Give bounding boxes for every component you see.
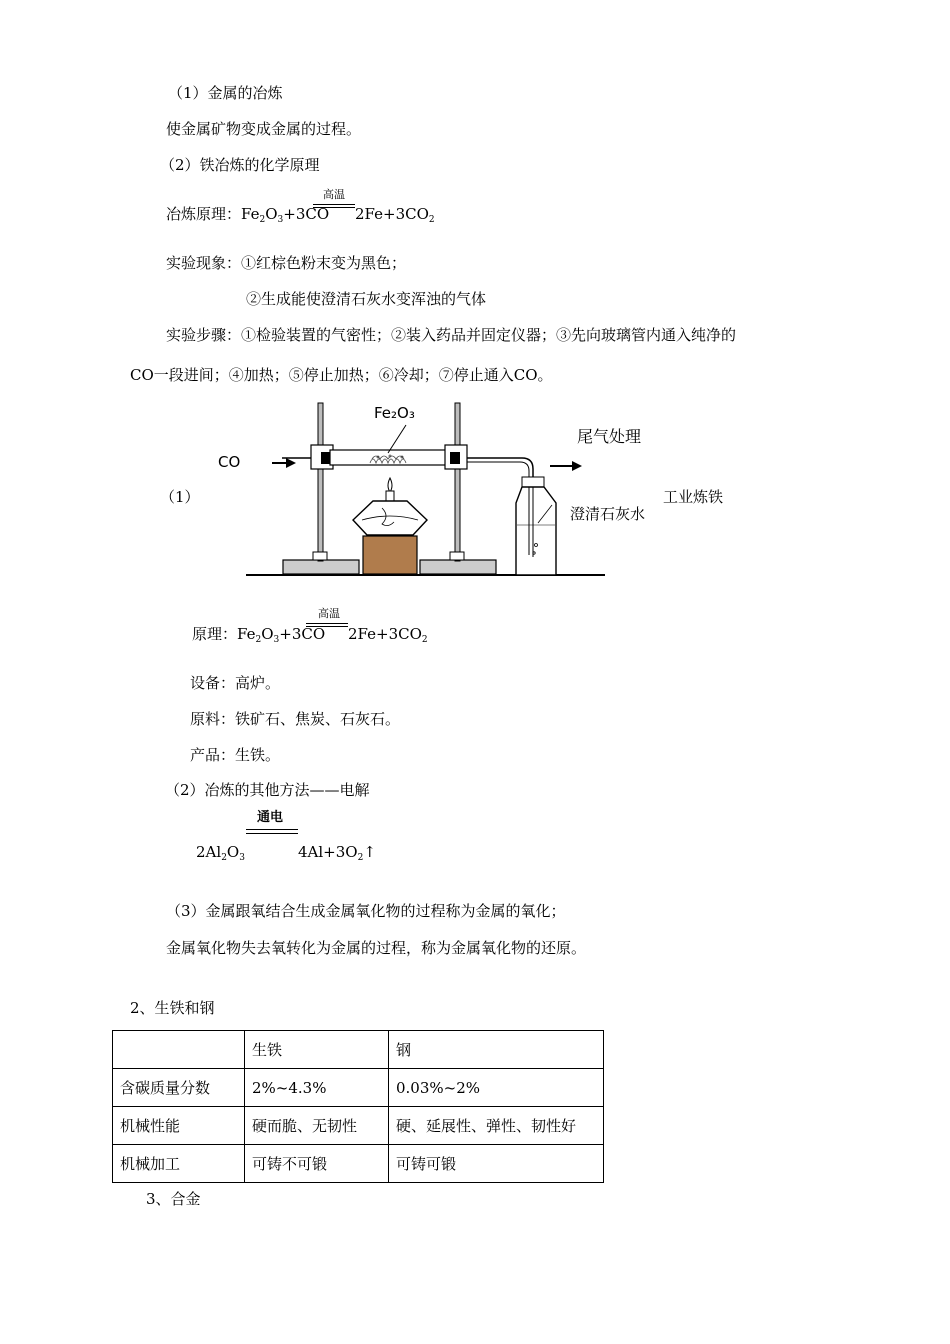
limewater-bottle	[516, 477, 556, 575]
table-cell: 可铸可锻	[389, 1145, 604, 1183]
right-stopper	[450, 452, 460, 464]
industrial-materials: 原料：铁矿石、焦炭、石灰石。	[190, 710, 401, 728]
steps-line2: CO一段进间；④加热；⑤停止加热；⑥冷却；⑦停止通入CO。	[130, 366, 553, 384]
label-limewater: 澄清石灰水	[570, 505, 646, 523]
reaction-condition: 高温	[323, 188, 345, 201]
principle-label: 冶炼原理：$Fe_2O_3+3CO$	[166, 205, 330, 225]
electrolysis-lhs: $2Al_2O_3$	[196, 843, 245, 863]
industrial-equation-rhs: $2Fe+3CO_2$	[348, 625, 428, 645]
table-cell: 0.03%~2%	[389, 1069, 604, 1107]
label-tail-gas: 尾气处理	[577, 427, 642, 446]
industrial-line-bottom	[306, 626, 348, 627]
co-reduction-apparatus-diagram	[200, 395, 620, 585]
phenomenon-line1: 实验现象：①红棕色粉末变为黑色；	[166, 254, 407, 272]
right-iron-stand	[420, 403, 496, 574]
table-cell: 硬、延展性、弹性、韧性好	[389, 1107, 604, 1145]
label-co: CO	[218, 453, 241, 471]
industrial-principle: 原理：$Fe_2O_3+3CO$	[192, 625, 326, 645]
industrial-equation-lhs: $Fe_2O_3+3CO$	[237, 625, 326, 645]
outlet-tube-inner	[467, 462, 529, 487]
table-header-cell: 生铁	[245, 1031, 389, 1069]
electrolysis-line-bottom	[246, 833, 298, 834]
table-cell: 硬而脆、无韧性	[245, 1107, 389, 1145]
phenomenon-line2: ②生成能使澄清石灰水变浑浊的气体	[246, 290, 487, 308]
electrolysis-line-top	[246, 829, 298, 830]
oxidation-definition: （3）金属跟氧结合生成金属氧化物的过程称为金属的氧化；	[166, 902, 566, 920]
section3-heading: 3、合金	[146, 1190, 201, 1208]
electrolysis-heading: （2）冶炼的其他方法——电解	[165, 781, 370, 799]
reaction-line-top	[313, 204, 355, 205]
table-row	[113, 1069, 604, 1107]
electrolysis-condition: 通电	[257, 810, 284, 825]
table-row	[113, 1145, 604, 1183]
table-cell: 机械加工	[113, 1145, 245, 1183]
table-cell: 2%~4.3%	[245, 1069, 389, 1107]
item-number-industrial: （1）	[160, 488, 200, 506]
pig-iron-steel-table	[112, 1030, 604, 1183]
glass-tube	[330, 450, 450, 465]
left-iron-stand	[283, 403, 359, 574]
table-cell: 含碳质量分数	[113, 1069, 245, 1107]
fe2o3-pointer-line	[388, 425, 406, 453]
equation-lhs: $Fe_2O_3+3CO$	[241, 205, 330, 225]
heading-metal-smelting: （1）金属的冶炼	[168, 84, 283, 102]
table-header-row	[113, 1031, 604, 1069]
reduction-definition: 金属氧化物失去氧转化为金属的过程，称为金属氧化物的还原。	[166, 939, 587, 957]
industrial-equipment: 设备：高炉。	[190, 674, 281, 692]
reaction-line-bottom	[313, 207, 355, 208]
table-header-cell	[113, 1031, 245, 1069]
industrial-condition: 高温	[318, 607, 340, 620]
industrial-product: 产品：生铁。	[190, 746, 281, 764]
industrial-line-top	[306, 623, 348, 624]
steps-line1: 实验步骤：①检验装置的气密性；②装入药品并固定仪器；③先向玻璃管内通入纯净的	[166, 326, 737, 344]
metal-smelting-definition: 使金属矿物变成金属的过程。	[166, 120, 362, 138]
table-cell: 可铸不可锻	[245, 1145, 389, 1183]
heading-iron-principle: （2）铁冶炼的化学原理	[160, 156, 320, 174]
section2-heading: 2、生铁和钢	[130, 999, 215, 1017]
alcohol-lamp	[353, 478, 427, 535]
table-cell: 机械性能	[113, 1107, 245, 1145]
equation-rhs: $2Fe+3CO_2$	[355, 205, 435, 225]
table-row	[113, 1107, 604, 1145]
label-fe2o3: Fe₂O₃	[374, 404, 415, 422]
industrial-iron-title: 工业炼铁	[663, 488, 724, 506]
wooden-block	[363, 536, 417, 574]
table-header-cell: 钢	[389, 1031, 604, 1069]
electrolysis-rhs: $4Al+3O_2↑$	[298, 843, 376, 863]
